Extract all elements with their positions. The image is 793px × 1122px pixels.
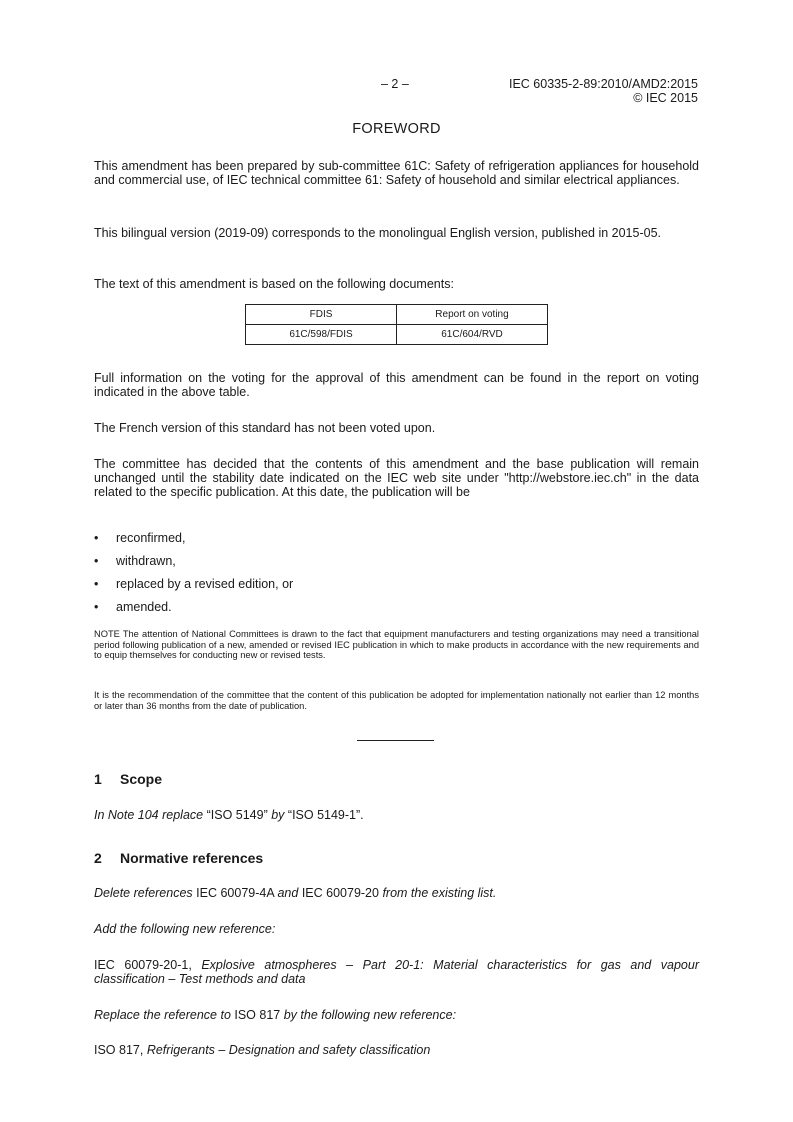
foreword-paragraph-committee: This amendment has been prepared by sub-committee 61C: Safety of refrigeration appliances for household and commercial use, of IEC technical committee 61: Safety of household and similar electrical appliances. (94, 159, 699, 187)
copyright-notice: © IEC 2015 (633, 91, 698, 105)
list-item: • reconfirmed, (94, 531, 186, 545)
document-reference: IEC 60335-2-89:2010/AMD2:2015 (508, 77, 698, 91)
add-reference-intro: Add the following new reference: (94, 922, 276, 936)
scope-amendment-text: In Note 104 replace “ISO 5149” by “ISO 5149-1”. (94, 808, 364, 822)
note-text: NOTE The attention of National Committees is drawn to the fact that equipment manufacturers and testing organizations may need a transitional period following publication of a new, amended or revised IEC publication in which to make products in accordance with the new requirements and to equip themselves for conducting new or revised tests. (94, 629, 699, 661)
section-heading-scope: 1 Scope (94, 771, 163, 787)
recommendation-text: It is the recommendation of the committee that the content of this publication be adopted for implementation nationally not earlier than 12 months or later than 36 months from the date of publication. (94, 690, 699, 711)
foreword-paragraph-french: The French version of this standard has not been voted upon. (94, 421, 436, 435)
document-header (509, 77, 698, 105)
added-reference-iec-60079-20-1: IEC 60079-20-1, Explosive atmospheres – Part 20-1: Material characteristics for gas and vapour classification – Test methods and data (94, 958, 699, 986)
table-header-row (246, 305, 548, 325)
foreword-paragraph-voting: Full information on the voting for the approval of this amendment can be found in the report on voting indicated in the above table. (94, 371, 699, 399)
section-heading-normative-references: 2 Normative references (94, 850, 264, 866)
foreword-paragraph-documents: The text of this amendment is based on the following documents: (94, 277, 454, 291)
bullet-icon: • (94, 531, 99, 545)
list-item: • withdrawn, (94, 554, 176, 568)
page-title: FOREWORD (352, 121, 441, 137)
table-cell: 61C/604/RVD (397, 325, 548, 345)
table-row (246, 325, 548, 345)
bullet-icon: • (94, 554, 99, 568)
delete-references-text: Delete references IEC 60079-4A and IEC 60079-20 from the existing list. (94, 886, 497, 900)
list-item: • replaced by a revised edition, or (94, 577, 294, 591)
list-item: • amended. (94, 600, 172, 614)
page-number: – 2 – (381, 77, 409, 91)
table-header-cell: FDIS (246, 305, 397, 325)
replacement-reference-iso-817: ISO 817, Refrigerants – Designation and safety classification (94, 1043, 431, 1057)
replace-reference-text: Replace the reference to ISO 817 by the following new reference: (94, 1008, 457, 1022)
voting-documents-table (245, 304, 548, 345)
foreword-paragraph-stability: The committee has decided that the contents of this amendment and the base publication will remain unchanged until the stability date indicated on the IEC web site under "http://webstore.iec.ch" in the data related to the specific publication. At this date, the publication will be (94, 457, 699, 499)
foreword-paragraph-bilingual: This bilingual version (2019-09) corresponds to the monolingual English version, published in 2015-05. (94, 226, 662, 240)
bullet-icon: • (94, 600, 99, 614)
table-header-cell: Report on voting (397, 305, 548, 325)
publication-status-list (94, 531, 293, 623)
bullet-icon: • (94, 577, 99, 591)
table-cell: 61C/598/FDIS (246, 325, 397, 345)
section-divider (357, 740, 434, 741)
